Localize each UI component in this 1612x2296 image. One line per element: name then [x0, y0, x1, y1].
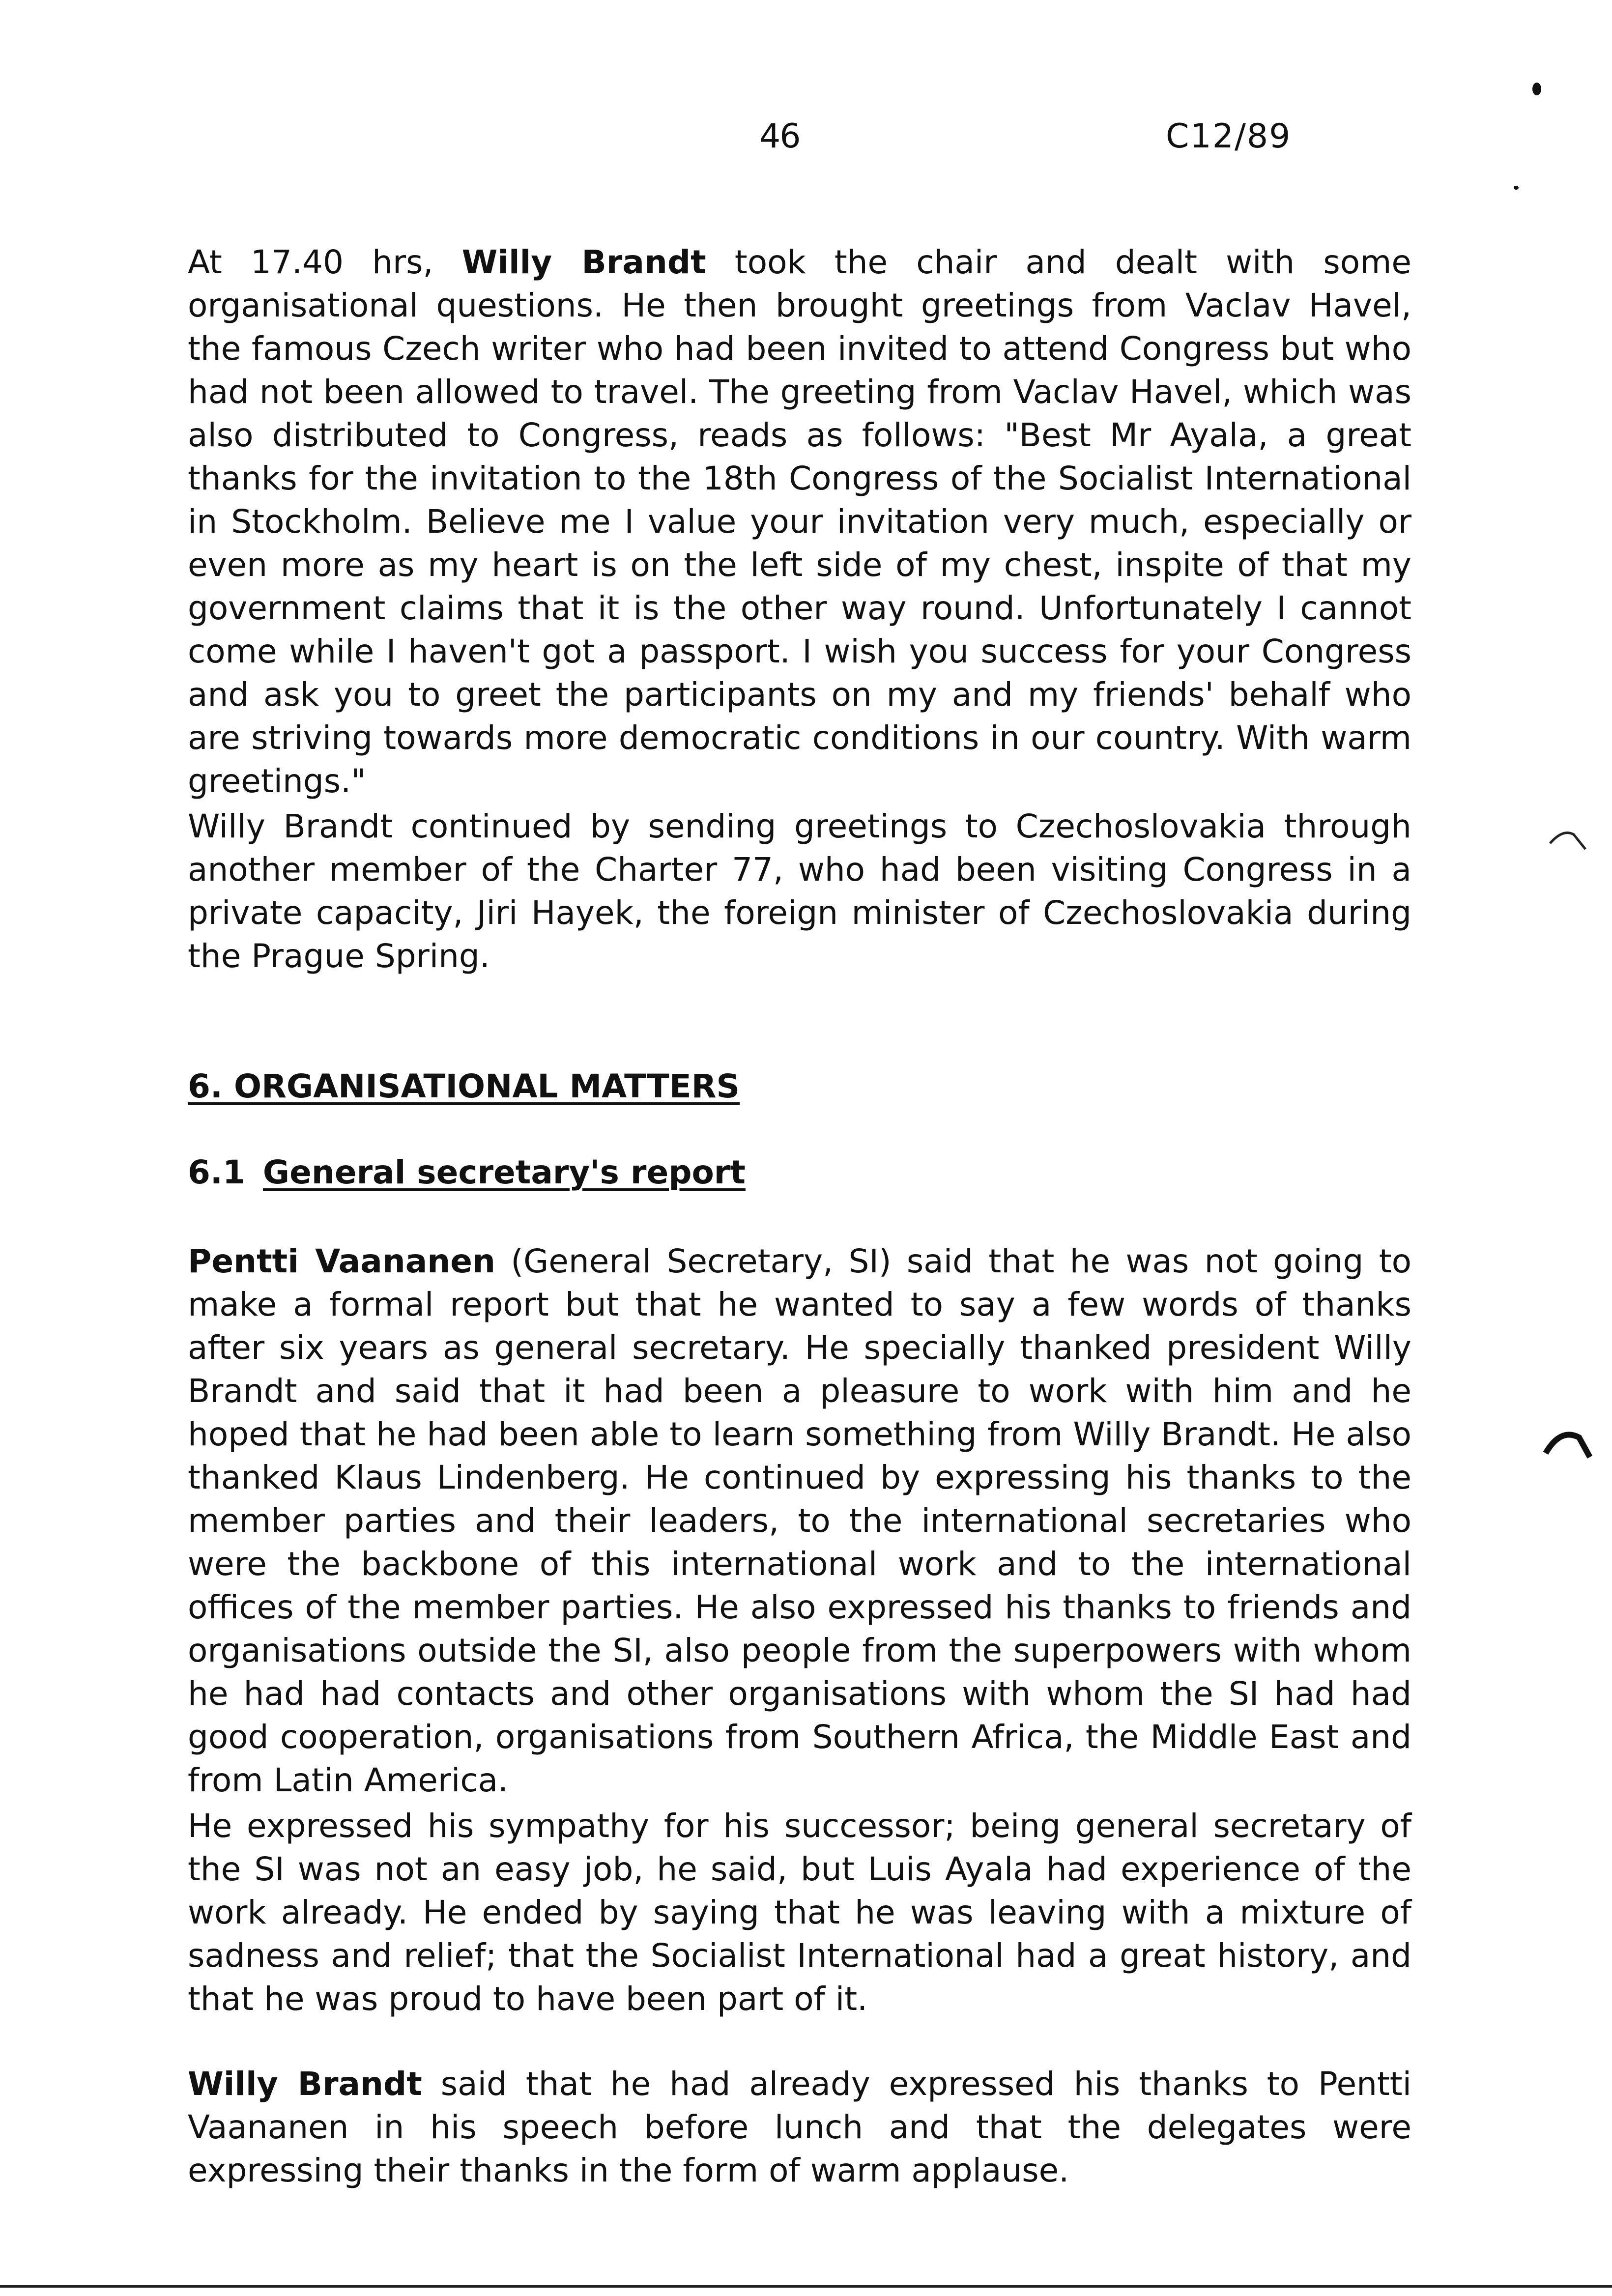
speaker-name: Willy Brandt: [461, 243, 706, 281]
subsection-heading: [188, 1153, 746, 1191]
speaker-name: Pentti Vaananen: [188, 1242, 495, 1280]
subsection-number: 6.1: [188, 1153, 245, 1191]
binder-clip-mark: [1541, 1423, 1595, 1467]
binder-clip-mark: [1548, 824, 1592, 853]
speaker-name: Willy Brandt: [188, 2065, 422, 2103]
page-number: 46: [759, 117, 800, 156]
paragraph-body: said that he had already expressed his thanks to Pentti Vaananen in his speech before lunch and that the delegates were expressing their thanks in the form of warm applause.: [188, 2065, 1411, 2189]
paragraph-charter-77: Willy Brandt continued by sending greetings to Czechoslovakia through another member of the Charter 77, who had been visiting Congress in a private capacity, Jiri Hayek, the foreign minister of Czechoslovakia during the Prague Spring.: [188, 807, 1411, 975]
bottom-rule: [0, 2285, 1612, 2288]
paragraph-body: took the chair and dealt with some organisational questions. He then brought greetings from Vaclav Havel, the famous Czech writer who had been invited to attend Congress but who had not been allowed to travel. The greeting from Vaclav Havel, which was also distributed to Congress, reads as follows: "Best Mr Ayala, a great thanks for the invitation to the 18th Congress of the Socialist International in Stockholm. Believe me I value your invitation very much, especially or even more as my heart is on the left side of my chest, inspite of that my government claims that it is the other way round. Unfortunately I cannot come while I haven't got a passport. I wish you success for your Congress and ask you to greet the participants on my and my friends' behalf who are striving towards more democratic conditions in our country. With warm greetings.": [188, 243, 1411, 800]
scan-dot-mark: [1532, 83, 1541, 95]
paragraph-successor: He expressed his sympathy for his successor; being general secretary of the SI was not an easy job, he said, but Luis Ayala had experience of the work already. He ended by saying that he was leaving with a mixture of sadness and relief; that the Socialist International had a great history, and that he was proud to have been part of it.: [188, 1807, 1411, 2018]
paragraph-applause: [188, 2063, 1411, 2192]
paragraph-intro: At 17.40 hrs,: [188, 243, 462, 281]
scan-speck-mark: [1514, 186, 1519, 190]
paragraph-vaananen-report: [188, 1240, 1411, 1802]
section-heading: [188, 1067, 740, 1105]
paragraph-body: (General Secretary, SI) said that he was not going to make a formal report but that he wanted to say a few words of thanks after six years as general secretary. He specially thanked president Willy Brandt and said that it had been a pleasure to work with him and he hoped that he had been able to learn something from Willy Brandt. He also thanked Klaus Lindenberg. He continued by expressing his thanks to the member parties and their leaders, to the international secretaries who were the backbone of this international work and to the international offices of the member parties. He also expressed his thanks to friends and organisations outside the SI, also people from the superpowers with whom he had had contacts and other organisations with whom the SI had had good cooperation, organisations from Southern Africa, the Middle East and from Latin America.: [188, 1242, 1412, 1799]
document-reference: C12/89: [1166, 117, 1292, 156]
section-title: 6. ORGANISATIONAL MATTERS: [188, 1067, 740, 1105]
subsection-title: General secretary's report: [262, 1153, 746, 1191]
paragraph-havel-greeting: [188, 241, 1411, 803]
